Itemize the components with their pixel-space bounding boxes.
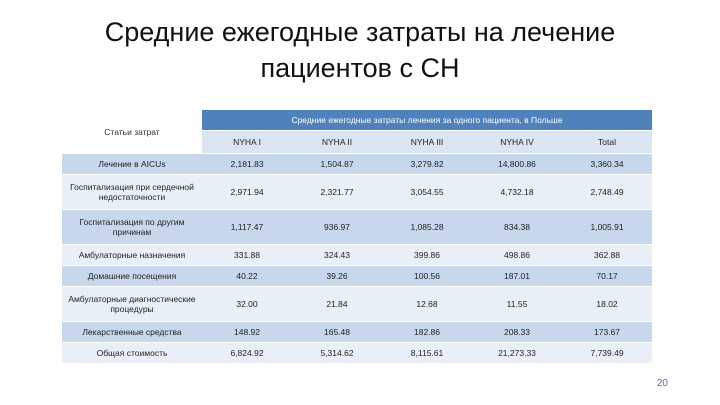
cell-value: 32.00 bbox=[202, 287, 292, 322]
cell-value: 2,748.49 bbox=[562, 175, 652, 210]
cell-value: 4,732.18 bbox=[472, 175, 562, 210]
row-label: Общая стоимость bbox=[62, 343, 202, 364]
column-header-nyha-3: NYHA III bbox=[382, 131, 472, 154]
cell-value: 182.86 bbox=[382, 322, 472, 343]
cell-value: 12.68 bbox=[382, 287, 472, 322]
cost-table bbox=[62, 110, 652, 364]
table-row bbox=[62, 343, 652, 364]
column-header-nyha-4: NYHA IV bbox=[472, 131, 562, 154]
row-label: Лечение в AICUs bbox=[62, 154, 202, 175]
cell-value: 2,971.94 bbox=[202, 175, 292, 210]
cell-value: 3,054.55 bbox=[382, 175, 472, 210]
column-header-nyha-1: NYHA I bbox=[202, 131, 292, 154]
cell-value: 834.38 bbox=[472, 210, 562, 245]
cell-value: 2,181.83 bbox=[202, 154, 292, 175]
cell-value: 8,115.61 bbox=[382, 343, 472, 364]
table-row bbox=[62, 266, 652, 287]
slide-title: Средние ежегодные затраты на лечение пациентов с СН bbox=[104, 17, 616, 83]
table-row bbox=[62, 322, 652, 343]
cell-value: 208.33 bbox=[472, 322, 562, 343]
row-header-label: Статьи затрат bbox=[62, 110, 202, 154]
cell-value: 362.88 bbox=[562, 245, 652, 266]
cell-value: 7,739.49 bbox=[562, 343, 652, 364]
cell-value: 1,085.28 bbox=[382, 210, 472, 245]
cell-value: 187.01 bbox=[472, 266, 562, 287]
cell-value: 21.84 bbox=[292, 287, 382, 322]
cell-value: 148.92 bbox=[202, 322, 292, 343]
cell-value: 2,321.77 bbox=[292, 175, 382, 210]
table-row bbox=[62, 210, 652, 245]
cell-value: 165.48 bbox=[292, 322, 382, 343]
row-label: Госпитализация при сердечной недостаточности bbox=[62, 175, 202, 210]
row-label: Амбулаторные назначения bbox=[62, 245, 202, 266]
cell-value: 11.55 bbox=[472, 287, 562, 322]
cell-value: 70.17 bbox=[562, 266, 652, 287]
cell-value: 21,273.33 bbox=[472, 343, 562, 364]
row-label: Лекарственные средства bbox=[62, 322, 202, 343]
cell-value: 498.86 bbox=[472, 245, 562, 266]
cell-value: 936.97 bbox=[292, 210, 382, 245]
row-label: Домашние посещения bbox=[62, 266, 202, 287]
row-label: Амбулаторные диагностические процедуры bbox=[62, 287, 202, 322]
column-header-total: Total bbox=[562, 131, 652, 154]
cell-value: 331.88 bbox=[202, 245, 292, 266]
cell-value: 6,824.92 bbox=[202, 343, 292, 364]
table-row bbox=[62, 175, 652, 210]
table-row bbox=[62, 287, 652, 322]
group-header: Средние ежегодные затраты лечения за одного пациента, в Польше bbox=[202, 110, 652, 131]
cell-value: 1,005.91 bbox=[562, 210, 652, 245]
cell-value: 3,360.34 bbox=[562, 154, 652, 175]
table-row bbox=[62, 154, 652, 175]
cell-value: 1,117.47 bbox=[202, 210, 292, 245]
column-header-nyha-2: NYHA II bbox=[292, 131, 382, 154]
cell-value: 399.86 bbox=[382, 245, 472, 266]
cell-value: 1,504.87 bbox=[292, 154, 382, 175]
row-label: Госпитализация по другим причинам bbox=[62, 210, 202, 245]
cell-value: 3,279.82 bbox=[382, 154, 472, 175]
cell-value: 14,800.86 bbox=[472, 154, 562, 175]
table-row bbox=[62, 245, 652, 266]
cell-value: 39.26 bbox=[292, 266, 382, 287]
cell-value: 40.22 bbox=[202, 266, 292, 287]
cell-value: 324.43 bbox=[292, 245, 382, 266]
cell-value: 5,314.62 bbox=[292, 343, 382, 364]
page-number: 20 bbox=[656, 378, 668, 389]
cell-value: 18.02 bbox=[562, 287, 652, 322]
cell-value: 100.56 bbox=[382, 266, 472, 287]
cell-value: 173.67 bbox=[562, 322, 652, 343]
